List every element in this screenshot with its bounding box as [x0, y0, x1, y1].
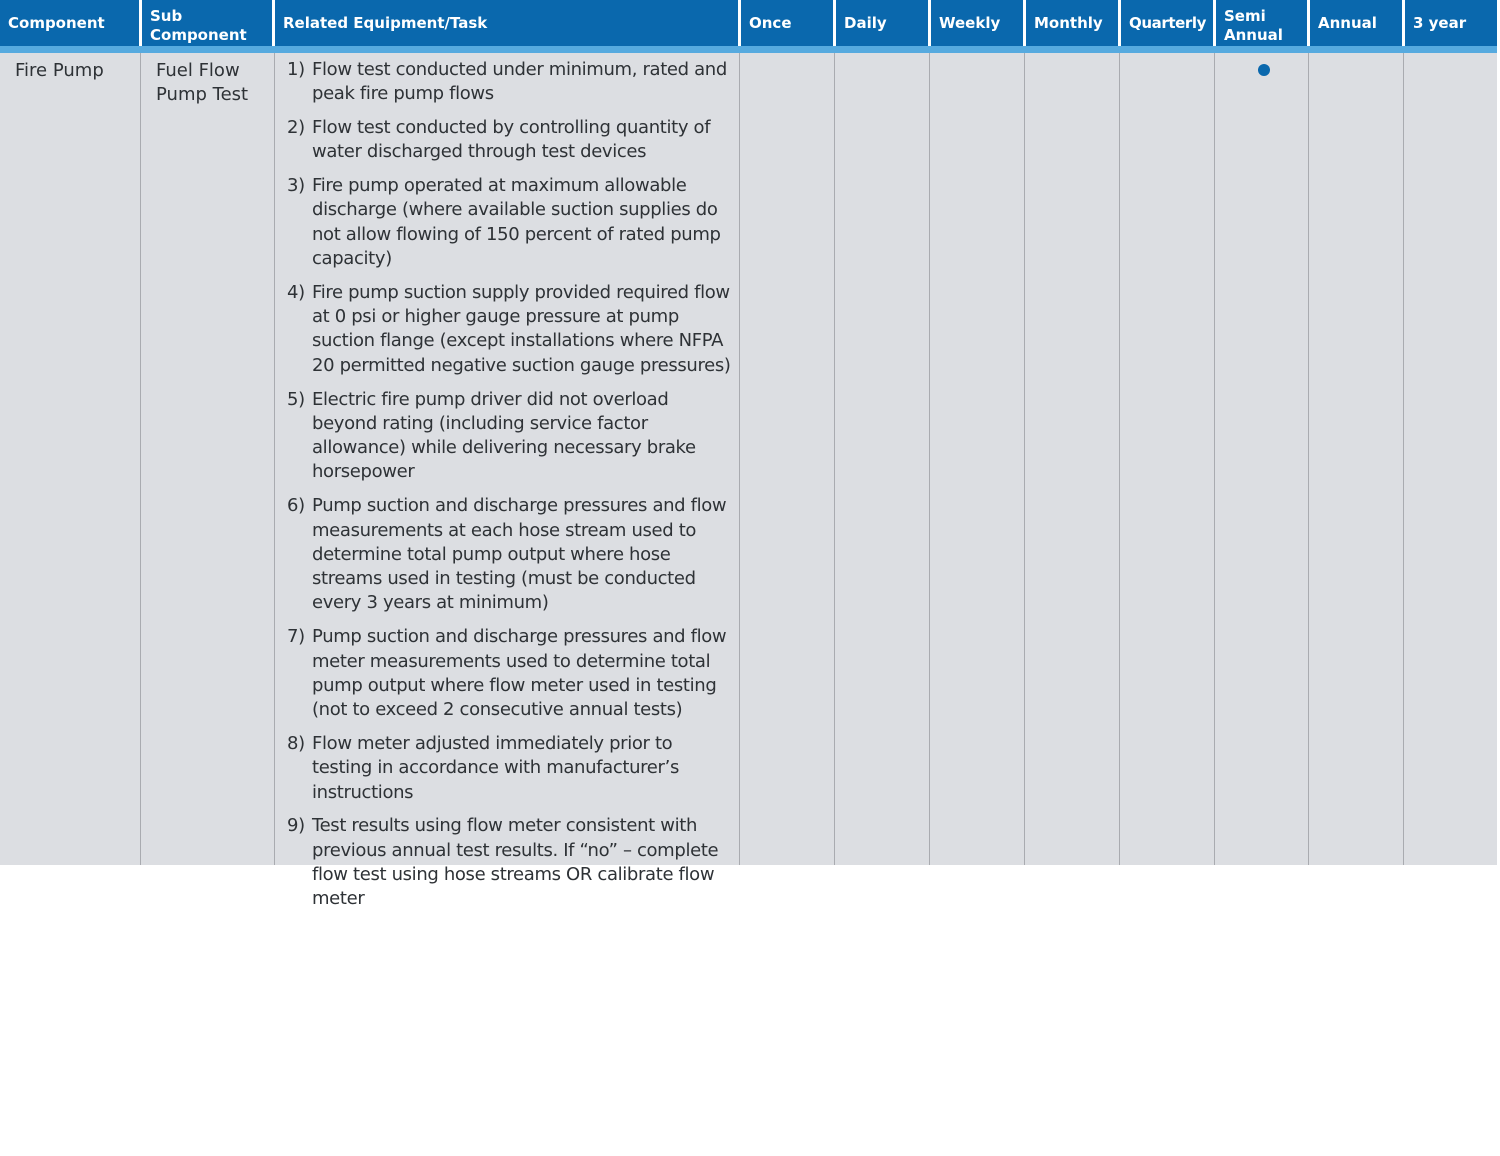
task-text: Flow meter adjusted immediately prior to testing in accordance with manufacturer’s instructions	[312, 732, 679, 803]
header-monthly: Monthly	[1026, 0, 1118, 46]
task-text: Flow test conducted under minimum, rated and peak fire pump flows	[312, 59, 727, 105]
task-item	[287, 625, 733, 722]
header-semi-annual: Semi Annual	[1216, 0, 1307, 46]
header-annual: Annual	[1310, 0, 1402, 46]
column-divider	[274, 53, 275, 865]
task-text: Pump suction and discharge pressures and flow measurements at each hose stream used to determine total pump output where hose streams used in testing (must be conducted every 3 years at minimum)	[312, 495, 727, 614]
task-text: Test results using flow meter consistent with previous annual test results. If “no” – complete flow test using hose streams OR calibrate flow meter	[312, 815, 719, 910]
header-divider	[1402, 0, 1405, 46]
task-text: Fire pump suction supply provided required flow at 0 psi or higher gauge pressure at pump suction flange (except installations where NFPA 20 permitted negative suction gauge pressures)	[312, 281, 731, 376]
task-item	[287, 388, 733, 485]
column-divider	[1308, 53, 1309, 865]
task-number: 8)	[287, 732, 305, 754]
header-quarterly: Quarterly	[1121, 0, 1213, 46]
header-three-year: 3 year	[1405, 0, 1497, 46]
task-number: 5)	[287, 388, 305, 410]
task-item	[287, 281, 733, 378]
task-number: 1)	[287, 59, 305, 80]
task-item	[287, 814, 733, 911]
header-divider	[272, 0, 275, 46]
task-item	[287, 116, 733, 165]
task-text: Electric fire pump driver did not overload beyond rating (including service factor allowance) while delivering necessary brake horsepower	[312, 388, 696, 483]
header-divider	[833, 0, 836, 46]
task-item	[287, 58, 733, 107]
header-divider	[139, 0, 142, 46]
task-item	[287, 174, 733, 271]
header-weekly: Weekly	[931, 0, 1023, 46]
column-divider	[834, 53, 835, 865]
header-divider	[1213, 0, 1216, 46]
column-divider	[1214, 53, 1215, 865]
header-divider	[928, 0, 931, 46]
header-divider	[1023, 0, 1026, 46]
header-divider	[738, 0, 741, 46]
semi-annual-marker	[1258, 64, 1270, 76]
task-text: Flow test conducted by controlling quantity of water discharged through test devices	[312, 117, 711, 163]
task-text: Pump suction and discharge pressures and flow meter measurements used to determine total pump output where flow meter used in testing (not to exceed 2 consecutive annual tests)	[312, 626, 727, 721]
column-divider	[929, 53, 930, 865]
column-divider	[739, 53, 740, 865]
task-text: Fire pump operated at maximum allowable discharge (where available suction supplies do not allow flowing of 150 percent of rated pump capacity)	[312, 175, 721, 270]
task-number: 3)	[287, 175, 305, 197]
header-once: Once	[741, 0, 833, 46]
column-divider	[1403, 53, 1404, 865]
task-item	[287, 732, 733, 805]
task-number: 7)	[287, 626, 305, 648]
component-cell: Fire Pump	[15, 60, 104, 81]
column-divider	[140, 53, 141, 865]
task-item	[287, 494, 733, 615]
header-divider	[1118, 0, 1121, 46]
task-number: 6)	[287, 495, 305, 517]
header-divider	[1307, 0, 1310, 46]
header-sub-component: Sub Component	[142, 0, 272, 46]
column-divider	[1119, 53, 1120, 865]
task-number: 9)	[287, 815, 305, 837]
column-divider	[1024, 53, 1025, 865]
header-component: Component	[0, 0, 139, 46]
header-daily: Daily	[836, 0, 928, 46]
header-related-task: Related Equipment/Task	[275, 0, 738, 46]
task-number: 2)	[287, 117, 305, 139]
header-accent-stripe	[0, 46, 1497, 53]
sub-component-cell: Fuel Flow Pump Test	[156, 60, 249, 105]
task-list	[287, 58, 733, 921]
task-number: 4)	[287, 281, 305, 303]
